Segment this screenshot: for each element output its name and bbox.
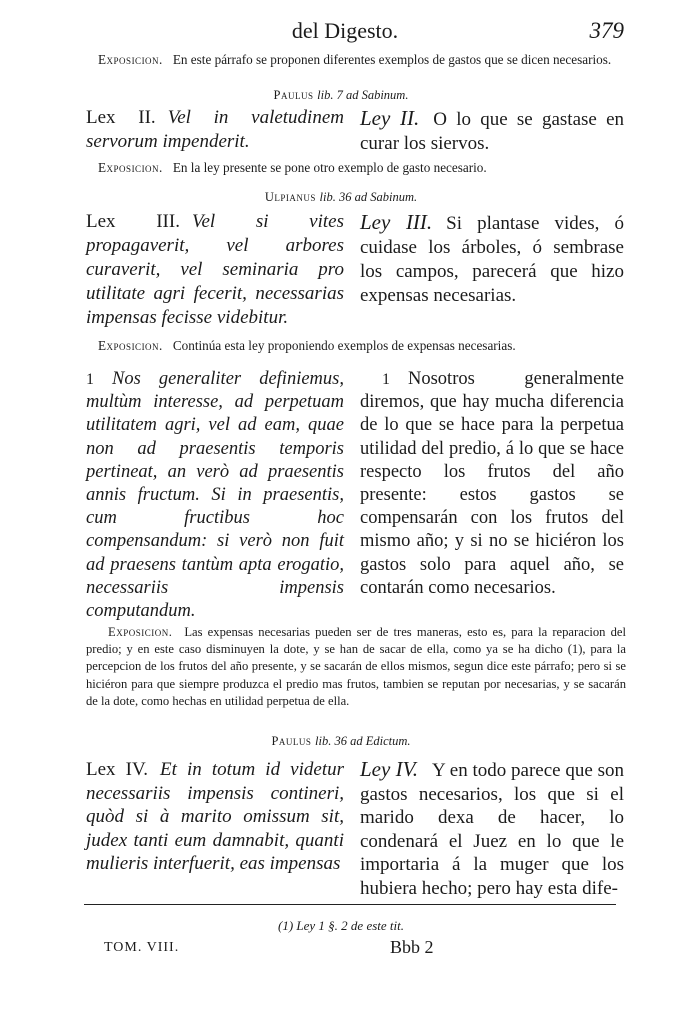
exposicion-label: Exposicion. [98, 160, 163, 175]
spanish-column-ley4 [360, 758, 624, 900]
latin-text: Nos generaliter definiemus, multùm interesse, ad perpetuam utilitatem agri, vel ad eam, quae non ad praesentis temporis pertineat, an verò ad praesentis annis fructum. Si in praesentis, cum fructibus hoc compensandum: si verò non fuit ad praesens tantùm apta erogatio, necessariis impensis computandum. [86, 369, 344, 622]
latin-text: Vel si vites propagaverit, vel arbores curaverit, vel seminaria pro utilitate agri fecerit, necessarias impensas fecisse videbitur. [86, 211, 344, 328]
exposicion-paragraph [86, 624, 626, 710]
latin-heading: Lex III. [86, 211, 180, 232]
spanish-text: Si plantase vides, ó cuidase los árboles, ó sembrase los campos, parecerá que hizo expensas necesarias. [360, 213, 624, 306]
source-citation [0, 734, 682, 749]
exposicion-paragraph [98, 338, 626, 354]
latin-heading: Lex IV. [86, 759, 149, 780]
source-author: Paulus [271, 734, 312, 748]
exposicion-text: En este párrafo se proponen diferentes exemplos de gastos que se dicen necesarios. [172, 52, 612, 67]
latin-text: Et in totum id videtur necessariis impensis contineri, quòd si à marito omissum sit, judex tanti eum damnabit, quanti mulieris interfuerit, eas impensas [86, 759, 345, 874]
source-citation [0, 190, 682, 205]
exposicion-text: Continúa esta ley proponiendo exemplos de expensas necesarias. [172, 338, 516, 353]
exposicion-text: Las expensas necesarias pueden ser de tres maneras, esto es, para la reparacion del predio; y en este caso disminuyen la dote, y se han de sacar de ella, como ya se ha dicho (1), para la percepcion de los frutos del año presente, y se sacarán de ellos mismos, segun dice este párrafo; pero si se hiciéron para que siempre produzca el predio mas frutos, tambien se reputan por necesarias, y se sacarán de la dote, como hechas en utilidad perpetua de ella. [86, 625, 626, 708]
source-ref: lib. 36 ad Edictum. [315, 734, 411, 748]
signature-mark: Bbb 2 [390, 937, 434, 957]
latin-heading: Lex II. [86, 107, 156, 128]
spanish-column-ley3 [360, 210, 624, 308]
exposicion-paragraph [98, 160, 626, 176]
spanish-heading: Ley III. [360, 210, 433, 234]
latin-column-lex2 [86, 106, 344, 154]
latin-text: Vel in valetudinem servorum impenderit. [86, 107, 344, 152]
source-ref: lib. 7 ad Sabinum. [317, 88, 409, 102]
exposicion-label: Exposicion. [98, 52, 163, 67]
footnote: (1) Ley 1 §. 2 de este tit. [278, 918, 404, 933]
source-ref: lib. 36 ad Sabinum. [319, 190, 418, 204]
source-author: Paulus [273, 88, 314, 102]
spanish-text: O lo que se gastase en curar los siervos. [360, 109, 625, 154]
volume-label: TOM. VIII. [104, 940, 180, 955]
page-number: 379 [589, 18, 624, 43]
spanish-heading: Ley IV. [360, 757, 418, 781]
page-header [60, 18, 630, 48]
spanish-column-par1 [360, 368, 624, 600]
paragraph-number: 1 [86, 371, 94, 388]
spanish-text: Nosotros generalmente diremos, que hay mucha diferencia de lo que se hace para la perpetua utilidad del predio, á lo que se hace respecto los frutos del año presente: estos gastos se compensarán con los frutos del mismo año; y si no se hiciéron los gastos solo para aquel año, se contarán como necesarios. [360, 369, 624, 598]
exposicion-label: Exposicion. [108, 625, 173, 639]
exposicion-label: Exposicion. [98, 338, 163, 353]
source-author: Ulpianus [264, 190, 316, 204]
latin-column-par1 [86, 368, 344, 623]
exposicion-text: En la ley presente se pone otro exemplo de gasto necesario. [172, 160, 487, 175]
paragraph-number: 1 [382, 371, 390, 388]
exposicion-paragraph [98, 52, 626, 68]
spanish-column-ley2 [360, 106, 624, 156]
latin-column-lex4 [86, 758, 344, 876]
spanish-text: Y en todo parece que son gastos necesarios, los que si el marido dexa de hacer, lo condenará el Juez en lo que le importaria á la muger que los hubiera hecho; pero hay esta dife- [360, 760, 624, 899]
spanish-heading: Ley II. [360, 106, 420, 130]
source-citation [0, 88, 682, 103]
latin-column-lex3 [86, 210, 344, 330]
running-title: del Digesto. [291, 18, 399, 43]
footnote-rule [84, 904, 616, 905]
